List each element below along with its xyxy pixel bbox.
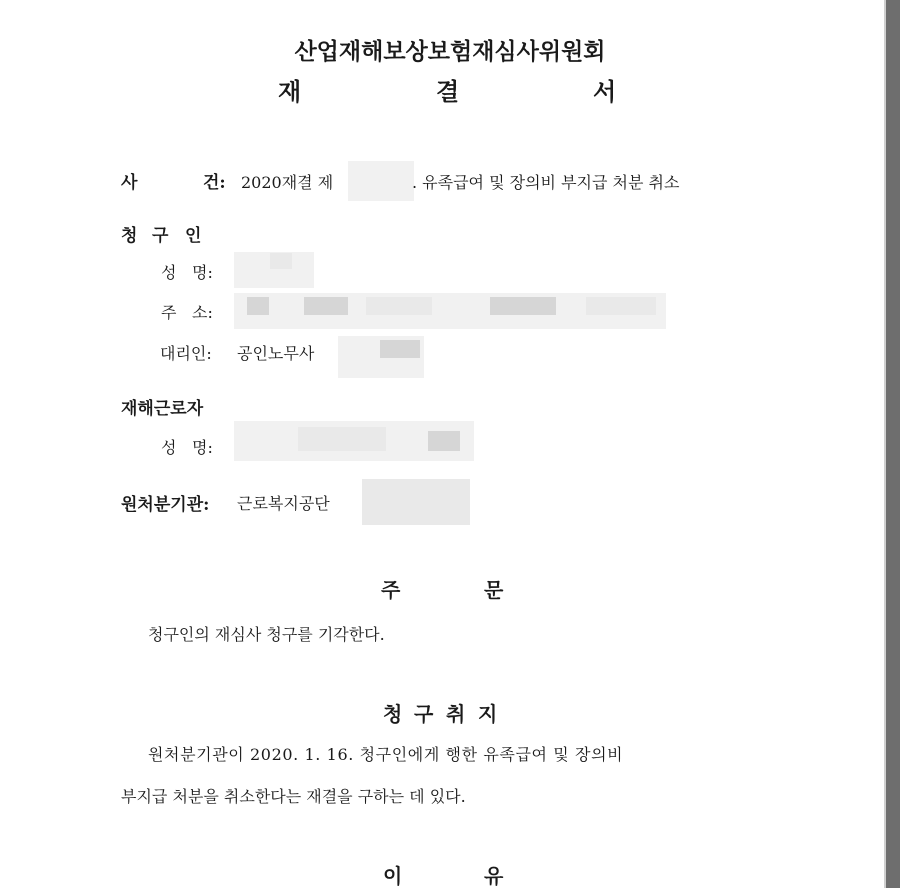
redacted-block [428,431,460,451]
redacted-block [586,297,656,315]
name-label: 명: [192,263,213,282]
case-label: 건: [203,173,226,193]
heading-char: 인 [185,226,202,246]
agent-label: 대리인: [160,344,212,363]
heading-char: 주 [381,578,401,602]
order-text: 청구인의 재심사 청구를 기각한다. [148,625,385,644]
document-title-char: 서 [593,77,617,106]
heading-char: 유 [484,864,504,888]
redacted-block [304,297,348,315]
heading-char: 청 [121,226,138,246]
worker-name-label: 명: [192,438,213,457]
agency-label: 원처분기관: [121,495,210,515]
redacted-block [490,297,556,315]
heading-char: 지 [478,702,498,726]
case-number: 2020재결 제 [241,173,334,192]
redacted-block [247,297,269,315]
name-label: 성 [161,263,177,282]
case-label: 사 [121,173,138,193]
purpose-line: 원처분기관이 2020. 1. 16. 청구인에게 행한 유족급여 및 장의비 [148,745,624,764]
agency-value: 근로복지공단 [237,494,330,513]
redacted-block [380,340,420,358]
heading-char: 구 [414,702,434,726]
worker-heading: 재해근로자 [121,399,204,419]
purpose-line: 부지급 처분을 취소한다는 재결을 구하는 데 있다. [121,787,466,806]
heading-char: 구 [152,226,169,246]
redacted-block [362,479,470,525]
case-description: . 유족급여 및 장의비 부지급 처분 취소 [412,173,680,192]
address-label: 주 [161,303,177,322]
agent-value: 공인노무사 [237,344,315,363]
redacted-block [366,297,432,315]
worker-name-label: 성 [161,438,177,457]
document-title-char: 결 [436,77,460,106]
organization-title: 산업재해보상보험재심사위원회 [294,38,606,65]
scrollbar-track[interactable] [886,0,900,888]
redacted-block [348,161,414,201]
heading-char: 문 [484,578,504,602]
document-title-char: 재 [278,77,302,106]
heading-char: 이 [383,864,403,888]
heading-char: 청 [383,702,403,726]
redacted-block [298,427,386,451]
address-label: 소: [192,303,213,322]
redacted-block [270,253,292,269]
heading-char: 취 [446,702,466,726]
